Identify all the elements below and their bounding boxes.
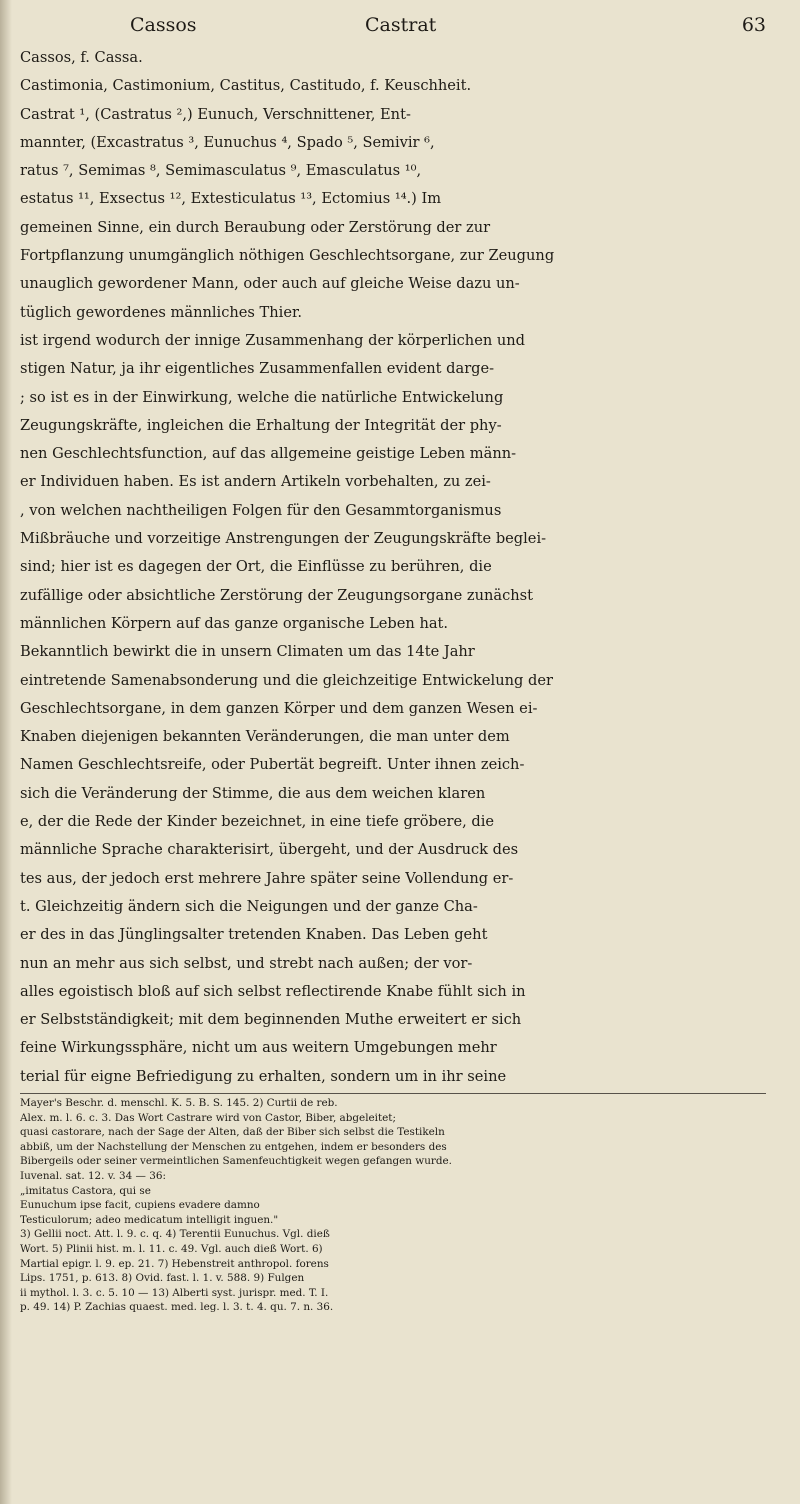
footnote-line: quasi castorare, nach der Sage der Alten, daß der Biber sich selbst die Testikeln [20,1126,445,1139]
footnote-line: „imitatus Castora, qui se [20,1184,151,1197]
text-line: tüglich gewordenes männliches Thier. [20,303,302,321]
main-text-column [20,44,766,1091]
text-line: sich die Veränderung der Stimme, die aus dem weichen klaren [20,784,486,802]
text-line: stigen Natur, ja ihr eigentliches Zusammenfallen evident darge- [20,360,495,378]
text-line: Fortpflanzung unumgänglich nöthigen Geschlechtsorgane, zur Zeugung [20,247,555,265]
text-line: Mißbräuche und vorzeitige Anstrengungen der Zeugungskräfte beglei- [20,530,547,548]
text-line: Zeugungskräfte, ingleichen die Erhaltung der Integrität der phy- [20,416,502,434]
text-line: ist irgend wodurch der innige Zusammenhang der körperlichen und [20,331,526,349]
text-line: er Selbstständigkeit; mit dem beginnenden Muthe erweitert er sich [20,1011,522,1029]
footnote-line: Iuvenal. sat. 12. v. 34 — 36: [20,1169,166,1182]
text-line: zufällige oder absichtliche Zerstörung der Zeugungsorgane zunächst [20,586,533,604]
text-line: er Individuen haben. Es ist andern Artikeln vorbehalten, zu zei- [20,473,491,491]
footnote-line: p. 49. 14) P. Zachias quaest. med. leg. l. 3. t. 4. qu. 7. n. 36. [20,1301,334,1314]
text-line: Bekanntlich bewirkt die in unsern Climaten um das 14te Jahr [20,643,475,661]
text-line: gemeinen Sinne, ein durch Beraubung oder Zerstörung der zur [20,218,491,236]
header-left-catchword: Cassos [130,14,197,36]
footnote-line: Eunuchum ipse facit, cupiens evadere damno [20,1199,260,1212]
text-line: Castimonia, Castimonium, Castitus, Castitudo, f. Keuschheit. [20,77,472,95]
footnote-line: Lips. 1751, p. 613. 8) Ovid. fast. l. 1. v. 588. 9) Fulgen [20,1272,305,1285]
running-header [20,10,766,40]
text-line: ; so ist es in der Einwirkung, welche die natürliche Entwickelung [20,388,504,406]
footnote-line: Mayer's Beschr. d. menschl. K. 5. B. S. 145. 2) Curtii de reb. [20,1096,338,1109]
footnote-line: 3) Gellii noct. Att. l. 9. c. q. 4) Terentii Eunuchus. Vgl. dieß [20,1228,330,1241]
header-center-catchword: Castrat [365,14,437,36]
page-number: 63 [741,14,766,36]
text-line: t. Gleichzeitig ändern sich die Neigungen und der ganze Cha- [20,897,478,915]
footnote-line: Martial epigr. l. 9. ep. 21. 7) Hebenstreit anthropol. forens [20,1257,329,1270]
text-line: mannter, (Excastratus ³, Eunuchus ⁴, Spado ⁵, Semivir ⁶, [20,133,435,151]
text-line: männlichen Körpern auf das ganze organische Leben hat. [20,614,449,632]
text-line: Knaben diejenigen bekannten Veränderungen, die man unter dem [20,728,510,746]
text-line: e, der die Rede der Kinder bezeichnet, in eine tiefe gröbere, die [20,813,495,831]
text-line: Geschlechtsorgane, in dem ganzen Körper und dem ganzen Wesen ei- [20,699,538,717]
text-line: estatus ¹¹, Exsectus ¹², Extesticulatus ¹³, Ectomius ¹⁴.) Im [20,190,442,208]
text-line: alles egoistisch bloß auf sich selbst reflectirende Knabe fühlt sich in [20,982,526,1000]
footnote-divider [20,1093,766,1094]
text-line: Namen Geschlechtsreife, oder Pubertät begreift. Unter ihnen zeich- [20,756,525,774]
footnote-line: abbiß, um der Nachstellung der Menschen zu entgehen, indem er besonders des [20,1140,447,1153]
text-line: männliche Sprache charakterisirt, übergeht, und der Ausdruck des [20,841,519,859]
text-line: terial für eigne Befriedigung zu erhalten, sondern um in ihr seine [20,1067,507,1085]
text-line: eintretende Samenabsonderung und die gleichzeitige Entwickelung der [20,671,553,689]
text-line: sind; hier ist es dagegen der Ort, die Einflüsse zu berühren, die [20,558,492,576]
footnote-line: Alex. m. l. 6. c. 3. Das Wort Castrare wird von Castor, Biber, abgeleitet; [20,1111,396,1124]
footnote-line: Bibergeils oder seiner vermeintlichen Samenfeuchtigkeit wegen gefangen wurde. [20,1155,452,1168]
footnote-line: ii mythol. l. 3. c. 5. 10 — 13) Alberti syst. jurispr. med. T. I. [20,1286,329,1299]
text-line: ratus ⁷, Semimas ⁸, Semimasculatus ⁹, Emasculatus ¹⁰, [20,162,422,180]
text-line: Cassos, f. Cassa. [20,49,143,66]
text-line: tes aus, der jedoch erst mehrere Jahre später seine Vollendung er- [20,869,514,887]
text-line: nun an mehr aus sich selbst, und strebt nach außen; der vor- [20,954,473,972]
text-line: nen Geschlechtsfunction, auf das allgemeine geistige Leben männ- [20,445,517,463]
footnote-line: Wort. 5) Plinii hist. m. l. 11. c. 49. Vgl. auch dieß Wort. 6) [20,1242,323,1255]
text-line: unauglich gewordener Mann, oder auch auf gleiche Weise dazu un- [20,275,520,293]
footnotes-block [20,1096,766,1315]
text-line: , von welchen nachtheiligen Folgen für den Gesammtorganismus [20,501,502,519]
footnote-line: Testiculorum; adeo medicatum intelligit inguen." [20,1213,279,1226]
text-line: Castrat ¹, (Castratus ²,) Eunuch, Verschnittener, Ent- [20,105,411,123]
text-line: feine Wirkungssphäre, nicht um aus weitern Umgebungen mehr [20,1039,497,1057]
text-line: er des in das Jünglingsalter tretenden Knaben. Das Leben geht [20,926,488,944]
